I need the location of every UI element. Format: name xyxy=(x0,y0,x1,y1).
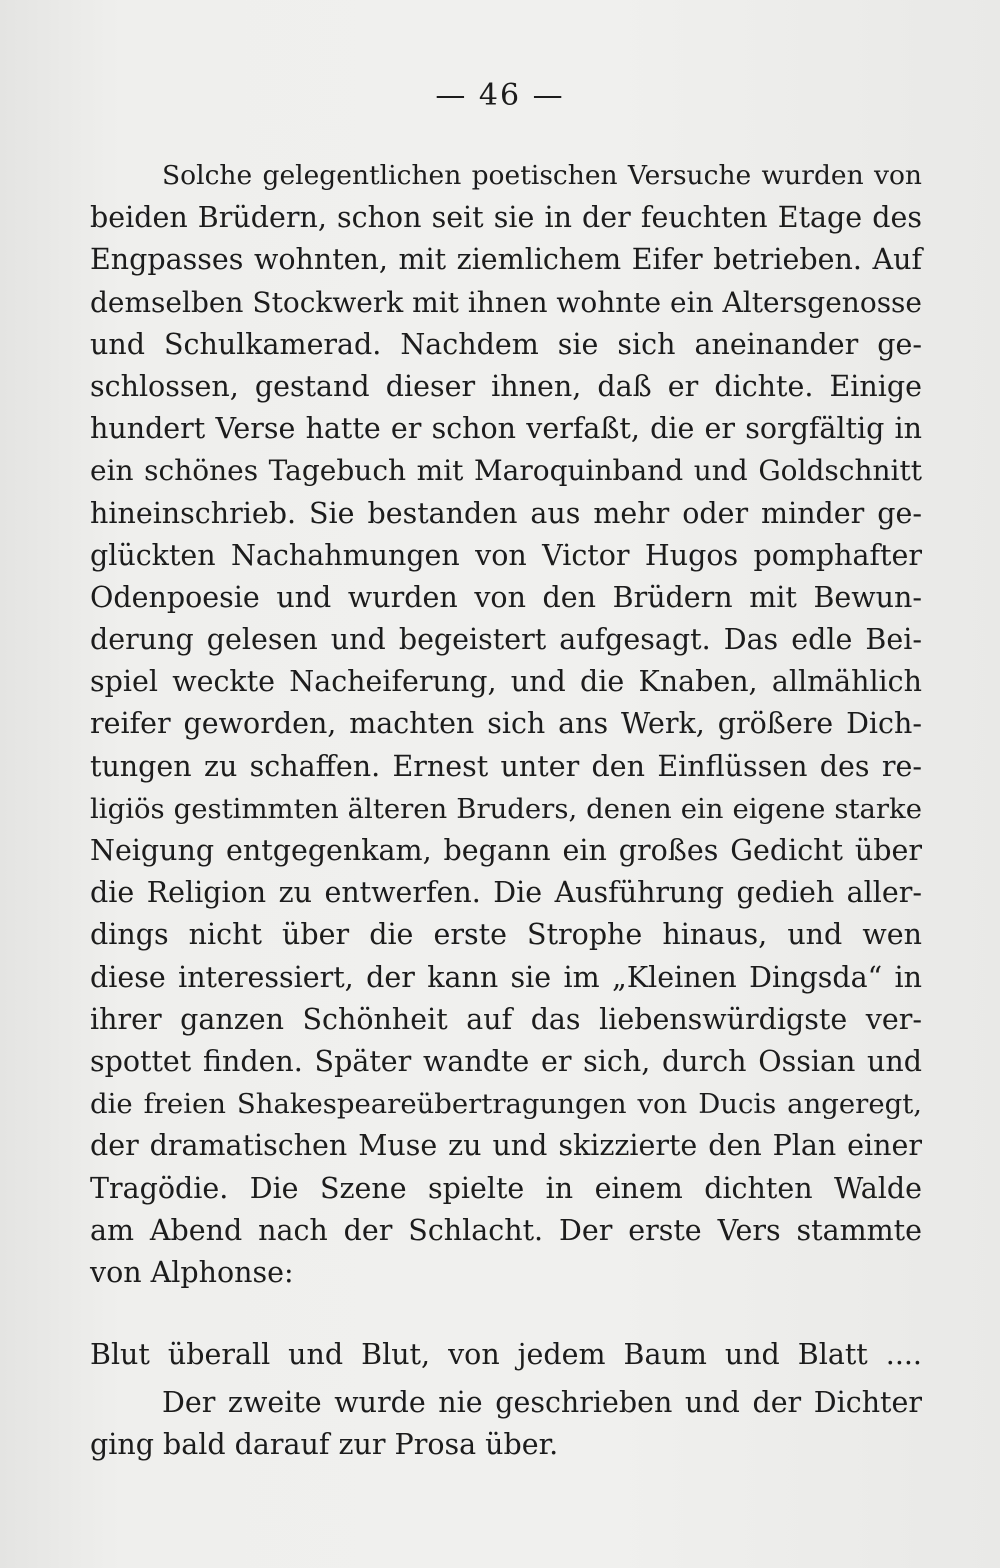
text-line: Der zweite wurde nie geschrieben und der Dichter xyxy=(162,1386,922,1420)
text-line: ligiös gestimmten älteren Bruders, denen ein eigene starke xyxy=(90,792,922,825)
text-line: demselben Stockwerk mit ihnen wohnte ein Altersgenosse xyxy=(90,285,922,319)
page-number: — 46 — xyxy=(435,78,565,113)
body-text xyxy=(90,155,922,1467)
text-line: Odenpoesie und wurden von den Brüdern mit Bewun- xyxy=(90,580,922,614)
text-line: Engpasses wohnten, mit ziemlichem Eifer betrieben. Auf xyxy=(90,243,922,277)
text-line: Tragödie. Die Szene spielte in einem dichten Walde xyxy=(90,1171,922,1205)
text-line: diese interessiert, der kann sie im „Kleinen Dingsda“ in xyxy=(90,960,922,994)
text-line: dings nicht über die erste Strophe hinaus, und wen xyxy=(90,918,922,952)
text-line: tungen zu schaffen. Ernest unter den Einflüssen des re- xyxy=(90,749,922,783)
text-line: spiel weckte Nacheiferung, und die Knaben, allmählich xyxy=(90,665,922,699)
text-line: und Schulkamerad. Nachdem sie sich aneinander ge- xyxy=(90,327,922,361)
text-line: hineinschrieb. Sie bestanden aus mehr oder minder ge- xyxy=(90,496,922,530)
text-line: spottet finden. Später wandte er sich, durch Ossian und xyxy=(90,1044,922,1078)
verse-line: Blut überall und Blut, von jedem Baum und Blatt .... xyxy=(90,1338,922,1372)
text-line: der dramatischen Muse zu und skizzierte den Plan einer xyxy=(90,1129,922,1163)
text-line: ihrer ganzen Schönheit auf das liebenswürdigste ver- xyxy=(90,1002,922,1036)
text-line: die freien Shakespeareübertragungen von Ducis angeregt, xyxy=(90,1088,922,1121)
text-line: hundert Verse hatte er schon verfaßt, die er sorgfältig in xyxy=(90,412,922,446)
text-line: reifer geworden, machten sich ans Werk, größere Dich- xyxy=(90,707,922,741)
text-line: schlossen, gestand dieser ihnen, daß er dichte. Einige xyxy=(90,369,922,403)
text-line: von Alphonse: xyxy=(90,1255,294,1289)
text-line: Solche gelegentlichen poetischen Versuche wurden von xyxy=(162,160,922,191)
text-line: beiden Brüdern, schon seit sie in der feuchten Etage des xyxy=(90,201,922,235)
text-line: die Religion zu entwerfen. Die Ausführung gedieh aller- xyxy=(90,876,922,910)
text-line: ging bald darauf zur Prosa über. xyxy=(90,1428,559,1462)
text-line: derung gelesen und begeistert aufgesagt. Das edle Bei- xyxy=(90,623,922,657)
text-line: glückten Nachahmungen von Victor Hugos pomphafter xyxy=(90,538,922,572)
text-line: ein schönes Tagebuch mit Maroquinband und Goldschnitt xyxy=(90,454,922,488)
text-line: am Abend nach der Schlacht. Der erste Vers stammte xyxy=(90,1213,922,1247)
text-line: Neigung entgegenkam, begann ein großes Gedicht über xyxy=(90,834,922,867)
